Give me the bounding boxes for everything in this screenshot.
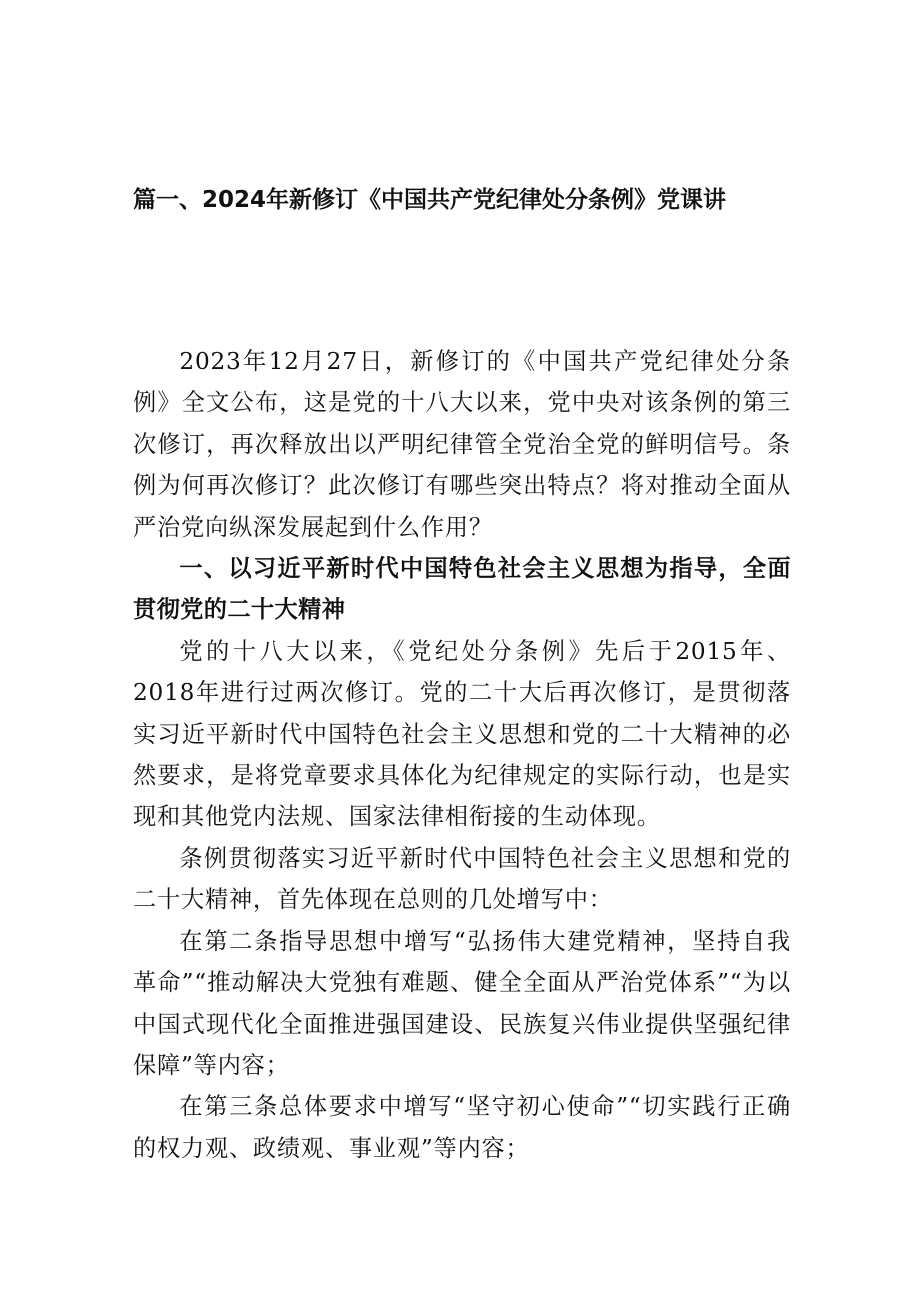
document-title: 篇一、2024年新修订《中国共产党纪律处分条例》党课讲 — [133, 187, 727, 213]
body-paragraph: 在第二条指导思想中增写“弘扬伟大建党精神，坚持自我革命”“推动解决大党独有难题、健全全面从严治党体系”“为以中国式现代化全面推进强国建设、民族复兴伟业提供坚强纪律保障”等内容； — [133, 927, 791, 1079]
body-paragraph: 党的十八大以来，《党纪处分条例》先后于2015年、2018年进行过两次修订。党的二十大后再次修订，是贯彻落实习近平新时代中国特色社会主义思想和党的二十大精神的必然要求，是将党章要求具体化为纪律规定的实际行动，也是实现和其他党内法规、国家法律相衔接的生动体现。 — [133, 637, 791, 831]
body-paragraph: 条例贯彻落实习近平新时代中国特色社会主义思想和党的二十大精神，首先体现在总则的几处增写中： — [133, 844, 791, 914]
intro-paragraph: 2023年12月27日，新修订的《中国共产党纪律处分条例》全文公布，这是党的十八大以来，党中央对该条例的第三次修订，再次释放出以严明纪律管全党治全党的鲜明信号。条例为何再次修订？此次修订有哪些突出特点？将对推动全面从严治党向纵深发展起到什么作用？ — [133, 348, 791, 541]
section-heading-1: 一、以习近平新时代中国特色社会主义思想为指导，全面贯彻党的二十大精神 — [133, 555, 791, 624]
document-body — [133, 341, 791, 1169]
body-paragraph: 在第三条总体要求中增写“坚守初心使命”“切实践行正确的权力观、政绩观、事业观”等内容； — [133, 1093, 791, 1162]
